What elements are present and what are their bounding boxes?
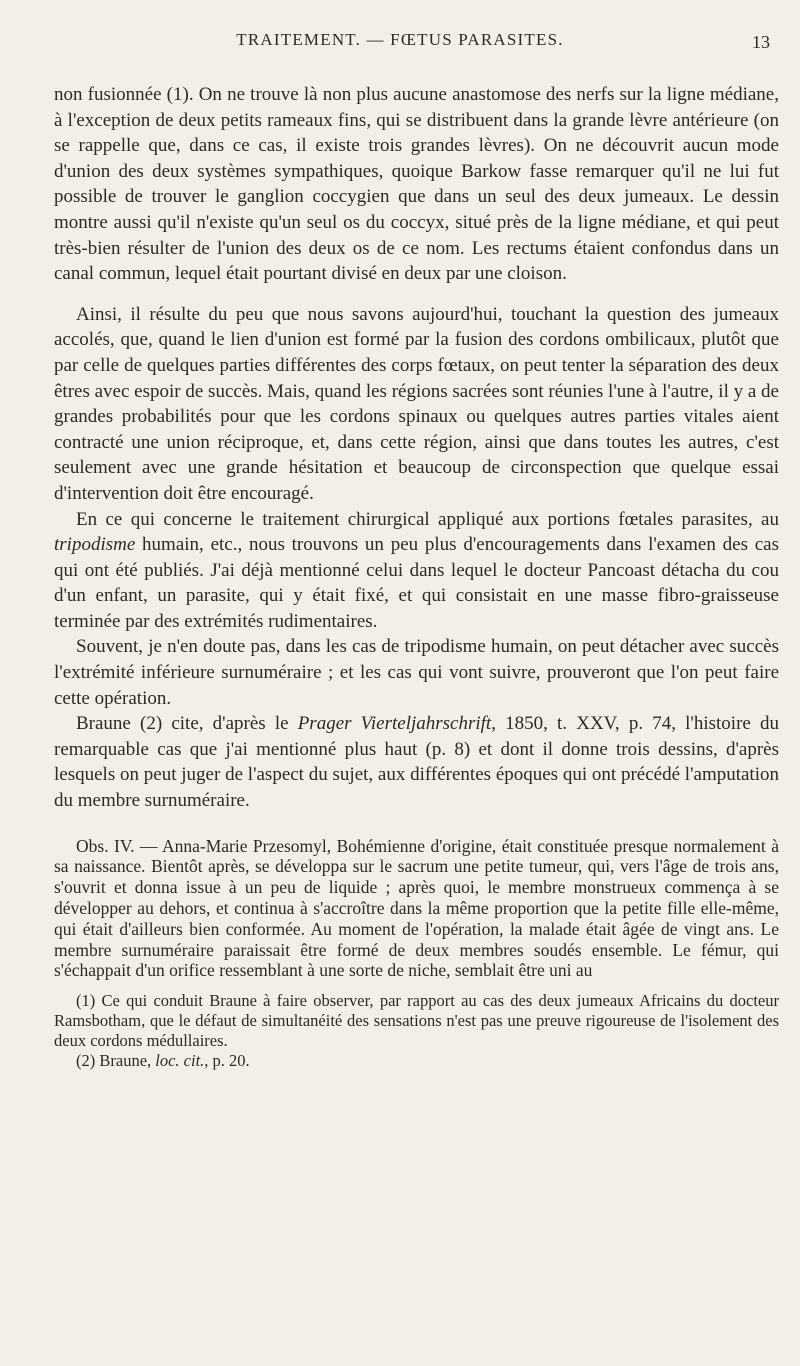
footnote-2-text-b: , p. 20. bbox=[204, 1051, 250, 1071]
footnotes bbox=[54, 991, 779, 1071]
running-title: TRAITEMENT. — FŒTUS PARASITES. bbox=[236, 30, 564, 49]
running-head bbox=[0, 22, 800, 52]
paragraph-braune-text-a: Braune (2) cite, d'après le bbox=[76, 713, 298, 735]
observation-block bbox=[54, 836, 779, 982]
paragraph-braune-italic: Prager Vierteljahrschrift bbox=[297, 713, 492, 735]
observation-text: Obs. IV. — Anna-Marie Przesomyl, Bohémienne d'origine, était constituée presque normalement à sa naissance. Bientôt après, se développa sur le sacrum une petite tumeur, qui, vers l'âge de trois ans, s'ouvrit et donna issue à un peu de liquide ; après quoi, le membre monstrueux commença à se développer au dehors, et continua à s'accroître dans la même proportion que la petite fille elle-même, qui était d'ailleurs bien conformée. Au moment de l'opération, la malade était âgée de vingt ans. Le membre surnuméraire paraissait être formé de deux membres soudés ensemble. Le fémur, qui s'échappait d'un orifice ressemblant à une sorte de niche, semblait être uni au bbox=[54, 835, 779, 981]
paragraph-surgical-treatment-text-a: En ce qui concerne le traitement chirurgical appliqué aux portions fœtales parasites, au bbox=[76, 508, 779, 530]
page-number: 13 bbox=[752, 32, 770, 52]
paragraph-continued: non fusionnée (1). On ne trouve là non plus aucune anastomose des nerfs sur la ligne médiane, à l'exception de deux petits rameaux fins, qui se distribuent dans la grande lèvre antérieure (on se rappelle que, dans ce cas, il existe trois grandes lèvres). On ne découvrit aucun mode d'union des deux systèmes sympathiques, quoique Barkow fasse remarquer qu'il ne lui fut possible de trouver le ganglion coccygien que dans un seul des deux jumeaux. Le dessin montre aussi qu'il n'existe qu'un seul os du coccyx, situé près de la ligne médiane, et qui peut très-bien résulter de l'union des deux os de ce nom. Les rectums étaient confondus dans un canal commun, lequel était pourtant divisé en deux par une cloison. bbox=[54, 84, 779, 285]
paragraph-braune bbox=[54, 711, 779, 813]
paragraph-surgical-treatment-italic: tripodisme bbox=[54, 534, 136, 556]
footnote-2-italic: loc. cit. bbox=[155, 1051, 205, 1071]
paragraph-conclusion: Ainsi, il résulte du peu que nous savons aujourd'hui, touchant la question des jumeaux accolés, que, quand le lien d'union est formé par la fusion des cordons ombilicaux, plutôt que par celle de quelques parties différentes des corps fœtaux, on peut tenter la séparation des deux êtres avec espoir de succès. Mais, quand les régions sacrées sont réunies l'une à l'autre, il y a de grandes probabilités pour que les cordons spinaux ou quelques autres parties vitales aient contracté une union réciproque, et, dans cette région, ainsi que dans toutes les autres, c'est seulement avec une grande hésitation et beaucoup de circonspection que quelque essai d'intervention doit être encouragé. bbox=[54, 303, 779, 504]
body-text bbox=[54, 82, 779, 1071]
footnote-2 bbox=[54, 1051, 779, 1071]
paragraph-tripodism: Souvent, je n'en doute pas, dans les cas de tripodisme humain, on peut détacher avec succès l'extrémité inférieure surnuméraire ; et les cas qui vont suivre, prouveront que l'on peut faire cette opération. bbox=[54, 636, 779, 709]
paragraph-braune-text-b: , 1850, t. XXV, p. 74, l'histoire du remarquable cas que j'ai mentionné plus haut (p. 8) et dont il donne trois dessins, d'après lesquels on peut juger de l'aspect du sujet, aux différentes époques qui ont précédé l'amputation du membre surnuméraire. bbox=[54, 713, 779, 812]
footnote-2-text-a: (2) Braune, bbox=[76, 1051, 156, 1071]
paragraph-surgical-treatment bbox=[54, 507, 779, 635]
main-text bbox=[54, 82, 779, 814]
paragraph-surgical-treatment-text-b: humain, etc., nous trouvons un peu plus d'encouragements dans l'examen des cas qui ont été publiés. J'ai déjà mentionné celui dans lequel le docteur Pancoast détacha du cou d'un enfant, un parasite, qui y était fixé, et qui consistait en une masse fibro-graisseuse terminée par des extrémités rudimentaires. bbox=[54, 534, 779, 632]
footnote-1: (1) Ce qui conduit Braune à faire observer, par rapport au cas des deux jumeaux Africains du docteur Ramsbotham, que le défaut de simultanéité des sensations n'est pas une preuve rigoureuse de l'isolement des deux cordons médullaires. bbox=[54, 991, 779, 1051]
